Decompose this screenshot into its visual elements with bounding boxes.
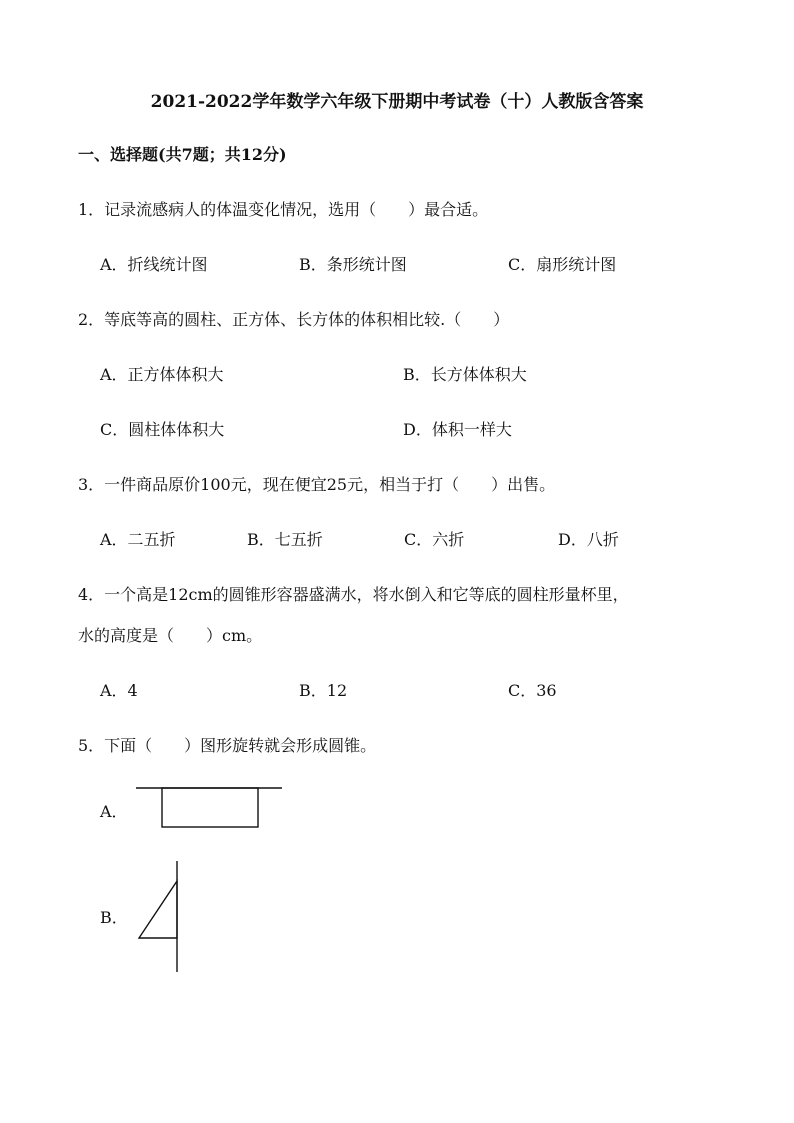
question-3-option-b[interactable]: B．七五折 [247,530,323,549]
question-1-option-c[interactable]: C．扇形统计图 [508,255,617,274]
question-4-option-c[interactable]: C．36 [508,681,557,700]
question-5-option-a[interactable]: A． [100,802,128,821]
question-1-stem: 1．记录流感病人的体温变化情况，选用（ ）最合适。 [78,200,489,219]
question-4-stem-line-1: 4．一个高是12cm的圆锥形容器盛满水，将水倒入和它等底的圆柱形量杯里， [78,585,629,604]
question-2-option-d[interactable]: D．体积一样大 [403,420,512,439]
question-4-option-a[interactable]: A．4 [100,681,138,700]
question-5-option-b[interactable]: B． [100,908,128,927]
question-2-option-b[interactable]: B．长方体体积大 [403,365,527,384]
figure-right-triangle-beside-axis [130,855,190,980]
question-3-option-c[interactable]: C．六折 [404,530,465,549]
question-1-option-a[interactable]: A．折线统计图 [100,255,208,274]
question-1-option-b[interactable]: B．条形统计图 [299,255,407,274]
section-heading: 一、选择题(共7题；共12分) [78,145,287,164]
question-2-stem: 2．等底等高的圆柱、正方体、长方体的体积相比较.（ ） [78,310,510,329]
question-4-option-b[interactable]: B．12 [299,681,348,700]
question-3-stem: 3．一件商品原价100元，现在便宜25元，相当于打（ ）出售。 [78,475,556,494]
question-3-option-a[interactable]: A．二五折 [100,530,176,549]
question-2-option-c[interactable]: C．圆柱体体积大 [100,420,225,439]
question-4-stem-line-2: 水的高度是（ ）cm。 [78,626,263,645]
page-title: 2021-2022学年数学六年级下册期中考试卷（十）人教版含答案 [150,92,644,112]
question-2-option-a[interactable]: A．正方体体积大 [100,365,224,384]
question-3-option-d[interactable]: D．八折 [558,530,619,549]
question-5-stem: 5．下面（ ）图形旋转就会形成圆锥。 [78,736,377,755]
figure-rectangle-below-axis [130,780,290,840]
